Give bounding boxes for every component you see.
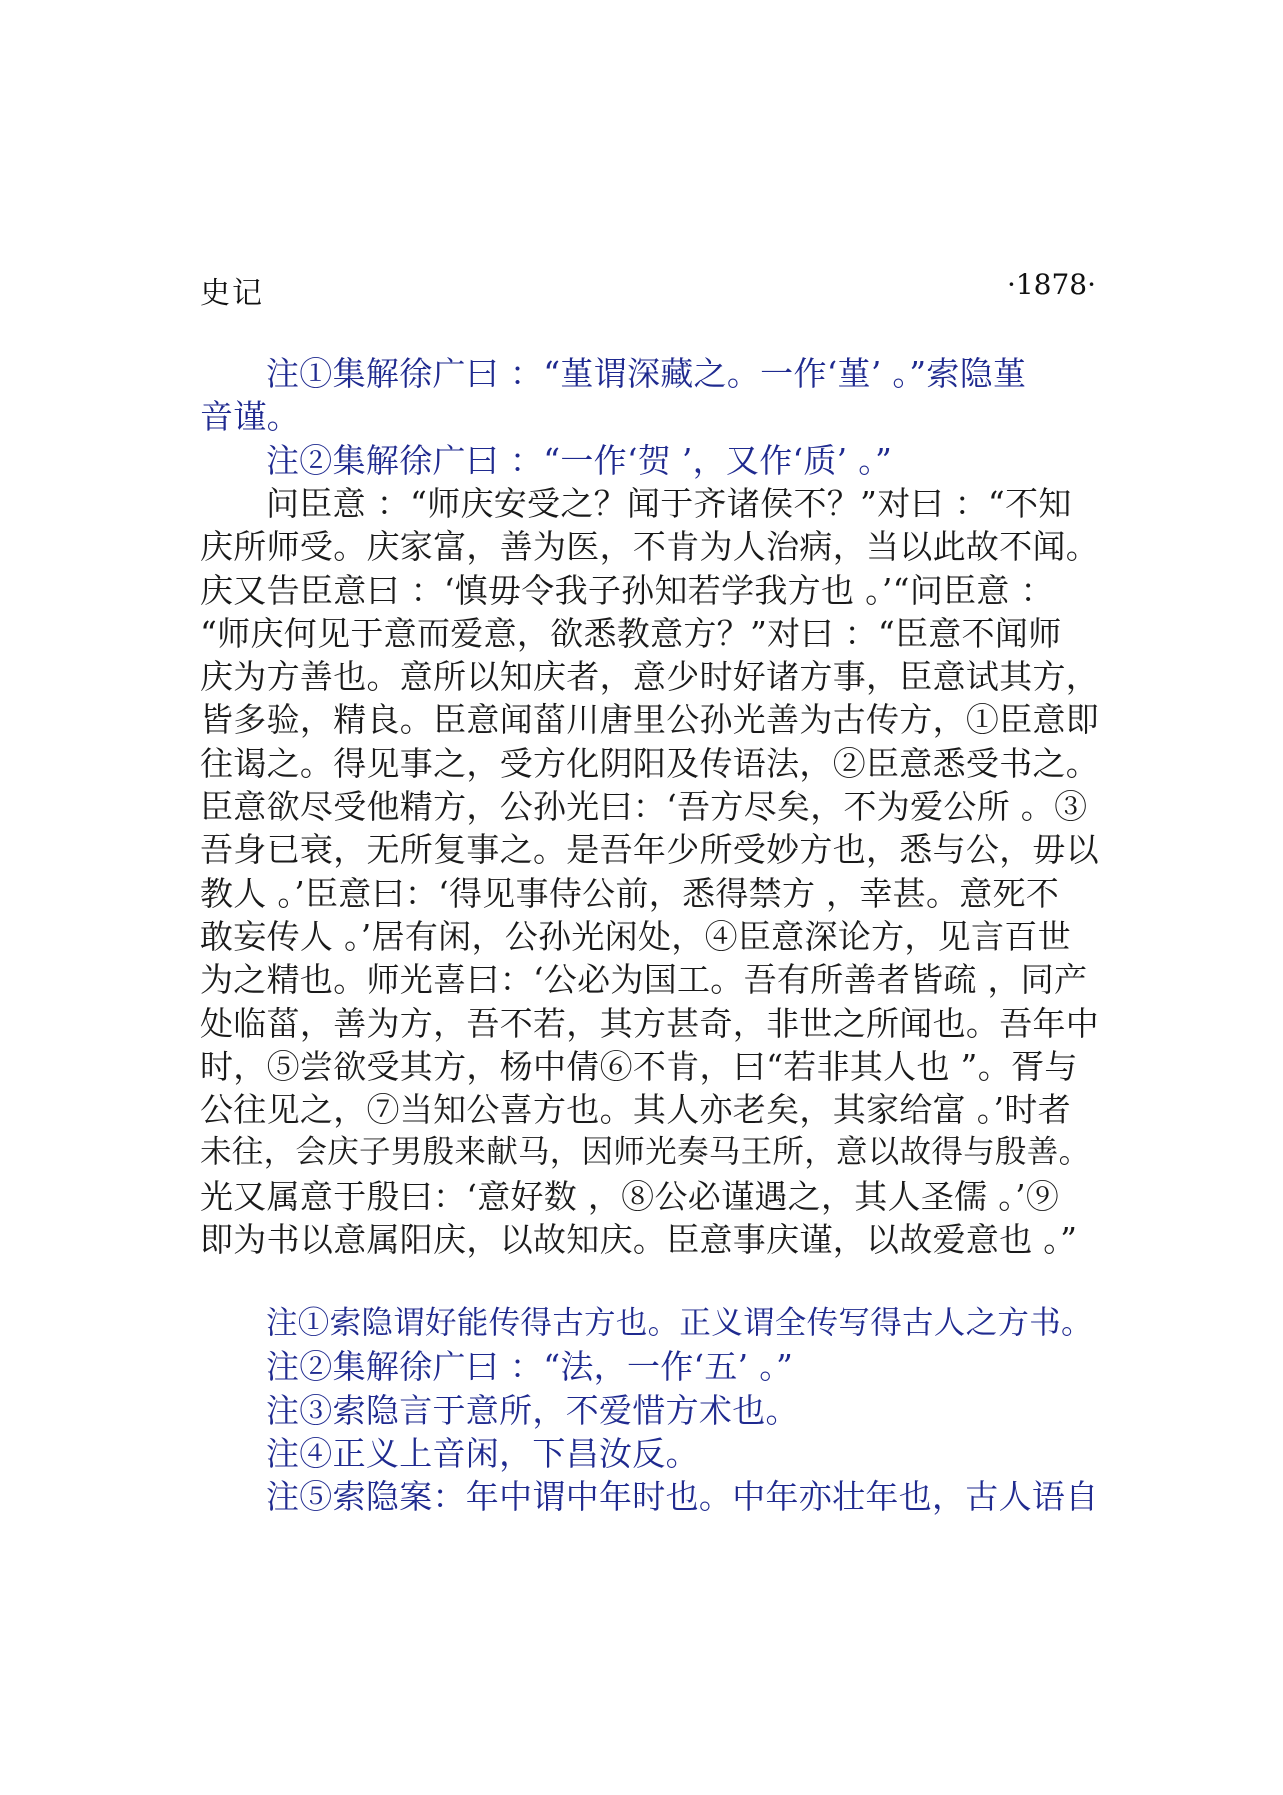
main-text-line: 庆所师受。庆家富，善为医，不肯为人治病，当以此故不闻。 xyxy=(200,527,1100,567)
main-text-line: 庆为方善也。意所以知庆者，意少时好诸方事，臣意试其方， xyxy=(200,657,1100,697)
annotation-line: 注④正义上音闲，下昌汝反。 xyxy=(266,1433,699,1473)
main-text-line: 即为书以意属阳庆，以故知庆。臣意事庆谨，以故爱意也 。” xyxy=(200,1220,1078,1260)
main-text-line: 未往，会庆子男殷来献马，因师光奏马王所，意以故得与殷善。 xyxy=(200,1134,1091,1171)
main-text-line: 庆又告臣意曰 ：‘慎毋令我子孙知若学我方也 。’“问臣意 ： xyxy=(200,570,1054,610)
main-text-line: 皆多验，精良。臣意闻菑川唐里公孙光善为古传方，①臣意即 xyxy=(200,700,1100,740)
main-text-line: 光又属意于殷曰：‘意好数 ，⑧公必谨遇之，其人圣儒 。’⑨ xyxy=(200,1176,1060,1216)
main-text-line: 吾身已衰，无所复事之。是吾年少所受妙方也，悉与公，毋以 xyxy=(200,830,1100,870)
annotation-line: 注①集解徐广曰 ：“堇谓深藏之。一作‘堇’ 。”索隐堇 xyxy=(266,354,1027,393)
annotation-block-top xyxy=(200,352,1100,482)
annotation-line: 注②集解徐广曰 ：“法，一作‘五’ 。” xyxy=(266,1347,794,1387)
annotation-line: 音谨。 xyxy=(200,397,300,437)
running-header xyxy=(200,268,1096,311)
main-text-line: 公往见之，⑦当知公喜方也。其人亦老矣，其家给富 。’时者 xyxy=(200,1090,1071,1130)
annotation-line: 注⑤索隐案：年中谓中年时也。中年亦壮年也，古人语自 xyxy=(266,1477,1099,1517)
main-text-line: 臣意欲尽受他精方，公孙光曰：‘吾方尽矣，不为爱公所 。③ xyxy=(200,787,1088,827)
main-text-line: “师庆何见于意而爱意，欲悉教意方？”对曰 ：“臣意不闻师 xyxy=(200,613,1062,653)
page-number: ·1878· xyxy=(1006,268,1096,301)
main-text-block xyxy=(200,482,1100,1261)
book-title: 史记 xyxy=(200,276,264,311)
main-text-line: 时，⑤尝欲受其方，杨中倩⑥不肯，曰“若非其人也 ”。胥与 xyxy=(200,1046,1078,1086)
main-text-line: 敢妄传人 。’居有闲，公孙光闲处，④臣意深论方，见言百世 xyxy=(200,916,1071,956)
annotation-line: 注②集解徐广曰 ：“一作‘贺 ’，又作‘质’ 。” xyxy=(266,440,893,480)
annotation-block-bottom xyxy=(200,1302,1100,1518)
main-text-line: 处临菑，善为方，吾不若，其方甚奇，非世之所闻也。吾年中 xyxy=(200,1003,1100,1043)
main-text-line: 问臣意 ：“师庆安受之？闻于齐诸侯不？”对曰 ：“不知 xyxy=(266,484,1072,523)
main-text-line: 往谒之。得见事之，受方化阴阳及传语法，②臣意悉受书之。 xyxy=(200,743,1100,783)
annotation-line: 注③索隐言于意所，不爱惜方术也。 xyxy=(266,1390,799,1430)
main-text-line: 教人 。’臣意曰：‘得见事侍公前，悉得禁方 ，幸甚。意死不 xyxy=(200,873,1060,913)
main-text-line: 为之精也。师光喜曰：‘公必为国工。吾有所善者皆疏 ，同产 xyxy=(200,960,1088,1000)
annotation-line: 注①索隐谓好能传得古方也。正义谓全传写得古人之方书。 xyxy=(266,1305,1093,1341)
